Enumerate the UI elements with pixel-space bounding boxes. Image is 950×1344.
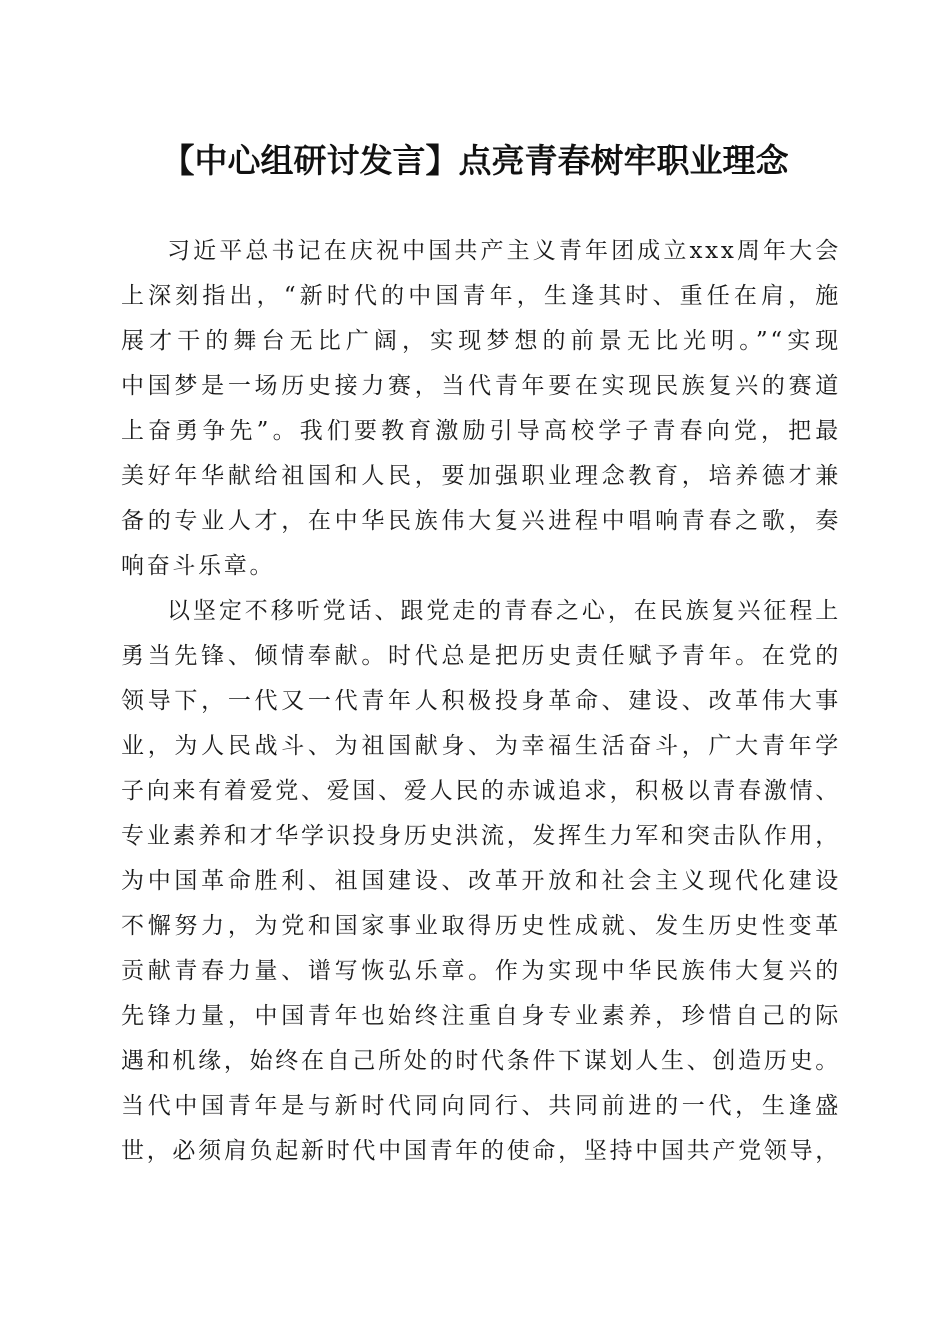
text-line: 展才干的舞台无比广阔，实现梦想的前景无比光明。”“实现: [121, 328, 841, 354]
text-line: 响奋斗乐章。: [121, 553, 276, 579]
text-line: 以坚定不移听党话、跟党走的青春之心，在民族复兴征程上: [167, 598, 841, 624]
document-body: [121, 229, 841, 1174]
text-line: 中国梦是一场历史接力赛，当代青年要在实现民族复兴的赛道: [121, 373, 841, 399]
text-line: 不懈努力，为党和国家事业取得历史性成就、发生历史性变革: [121, 913, 841, 939]
text-line: 美好年华献给祖国和人民，要加强职业理念教育，培养德才兼: [121, 463, 841, 489]
text-line: 遇和机缘，始终在自己所处的时代条件下谋划人生、创造历史。: [121, 1048, 841, 1074]
text-line: 上深刻指出，“新时代的中国青年，生逢其时、重任在肩，施: [121, 283, 841, 309]
text-line: 贡献青春力量、谱写恢弘乐章。作为实现中华民族伟大复兴的: [121, 958, 841, 984]
text-line: 上奋勇争先”。我们要教育激励引导高校学子青春向党，把最: [121, 418, 841, 444]
text-line: 备的专业人才，在中华民族伟大复兴进程中唱响青春之歌，奏: [121, 508, 841, 534]
text-line: 业，为人民战斗、为祖国献身、为幸福生活奋斗，广大青年学: [121, 733, 841, 759]
text-line: 领导下，一代又一代青年人积极投身革命、建设、改革伟大事: [121, 688, 841, 714]
text-line: 先锋力量，中国青年也始终注重自身专业素养，珍惜自己的际: [121, 1003, 841, 1029]
text-line: 子向来有着爱党、爱国、爱人民的赤诚追求，积极以青春激情、: [121, 778, 841, 804]
paragraph: [121, 589, 841, 1174]
document-title: 【中心组研讨发言】点亮青春树牢职业理念: [161, 141, 789, 180]
paragraph: [121, 229, 841, 589]
text-line: 专业素养和才华学识投身历史洪流，发挥生力军和突击队作用，: [121, 823, 841, 849]
text-line: 习近平总书记在庆祝中国共产主义青年团成立xxx周年大会: [167, 238, 841, 264]
text-line: 为中国革命胜利、祖国建设、改革开放和社会主义现代化建设: [121, 868, 841, 894]
text-line: 世，必须肩负起新时代中国青年的使命，坚持中国共产党领导，: [121, 1138, 841, 1164]
text-line: 勇当先锋、倾情奉献。时代总是把历史责任赋予青年。在党的: [121, 643, 841, 669]
text-line: 当代中国青年是与新时代同向同行、共同前进的一代，生逢盛: [121, 1093, 841, 1119]
